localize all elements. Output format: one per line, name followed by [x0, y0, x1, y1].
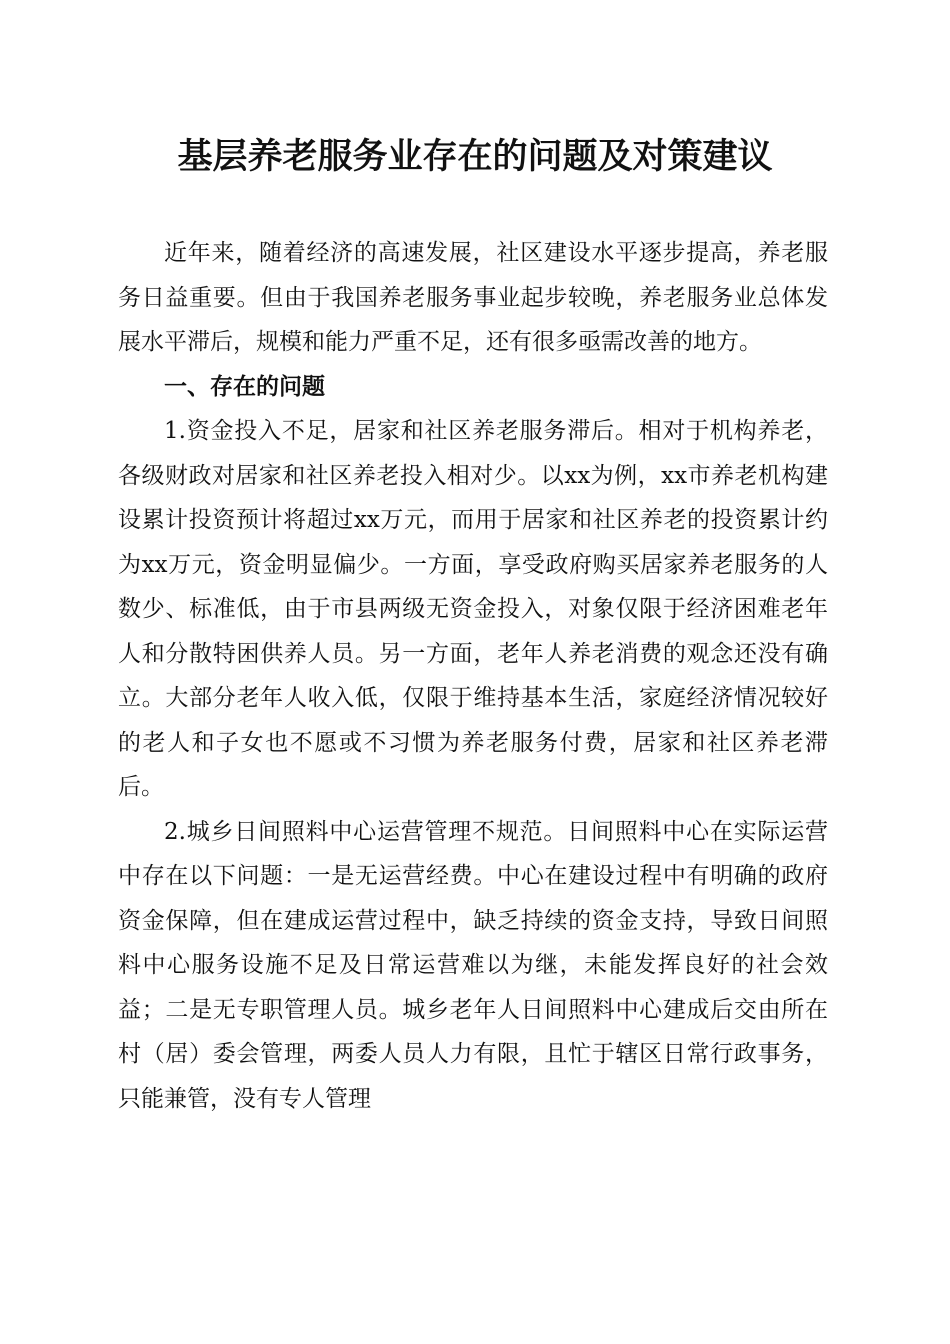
document-body [118, 231, 828, 1121]
intro-paragraph: 近年来，随着经济的高速发展，社区建设水平逐步提高，养老服务日益重要。但由于我国养老服务事业起步较晚，养老服务业总体发展水平滞后，规模和能力严重不足，还有很多亟需改善的地方。 [118, 240, 828, 355]
section-heading-problems: 一、存在的问题 [164, 373, 325, 400]
document-title: 基层养老服务业存在的问题及对策建议 [177, 136, 773, 177]
problem-point-1: 1.资金投入不足，居家和社区养老服务滞后。相对于机构养老，各级财政对居家和社区养老投入相对少。以xx为例，xx市养老机构建设累计投资预计将超过xx万元，而用于居家和社区养老的投资累计约为xx万元，资金明显偏少。一方面，享受政府购买居家养老服务的人数少、标准低，由于市县两级无资金投入，对象仅限于经济困难老年人和分散特困供养人员。另一方面，老年人养老消费的观念还没有确立。大部分老年人收入低，仅限于维持基本生活，家庭经济情况较好的老人和子女也不愿或不习惯为养老服务付费，居家和社区养老滞后。 [118, 418, 828, 800]
problem-point-2: 2.城乡日间照料中心运营管理不规范。日间照料中心在实际运营中存在以下问题：一是无运营经费。中心在建设过程中有明确的政府资金保障，但在建成运营过程中，缺乏持续的资金支持，导致日间照料中心服务设施不足及日常运营难以为继，未能发挥良好的社会效益；二是无专职管理人员。城乡老年人日间照料中心建成后交由所在村（居）委会管理，两委人员人力有限，且忙于辖区日常行政事务，只能兼管，没有专人管理 [118, 818, 828, 1112]
